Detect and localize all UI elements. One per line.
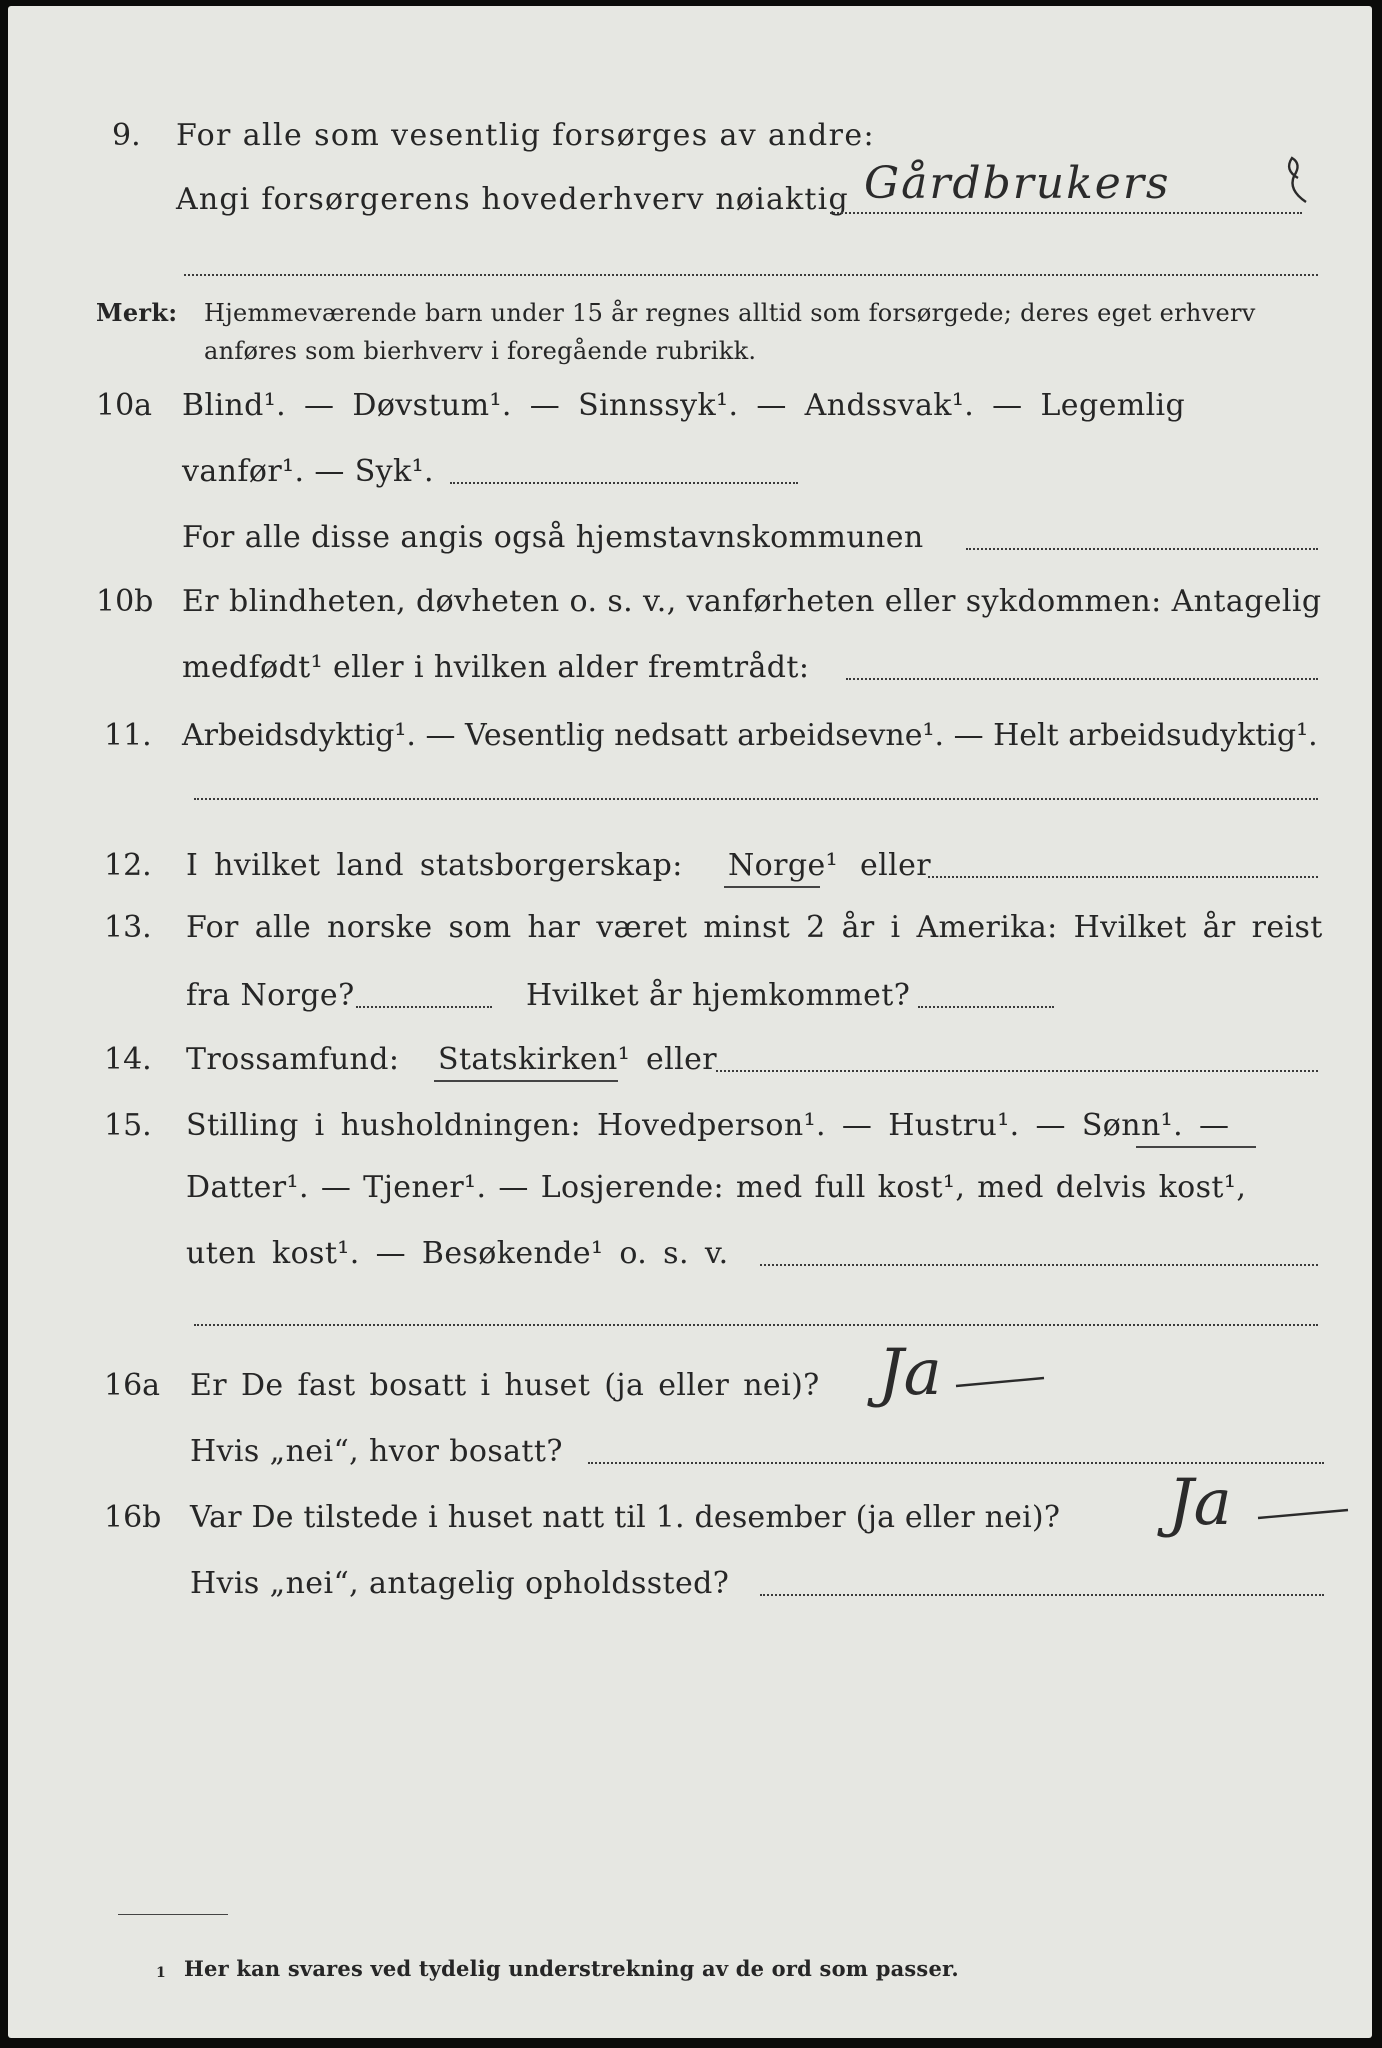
q9-line1: For alle som vesentlig forsørges av andre:	[176, 118, 876, 153]
q10a-line2: vanfør¹. — Syk¹.	[182, 454, 434, 489]
q12-post: eller	[860, 848, 932, 883]
q12-pre: I hvilket land statsborgerskap:	[186, 848, 683, 883]
q9-handwritten-answer: Gårdbrukers	[864, 158, 1171, 209]
q11-line1: Arbeidsdyktig¹. — Vesentlig nedsatt arbeidsevne¹. — Helt arbeidsudyktig¹.	[182, 718, 1318, 753]
q14-number: 14.	[104, 1042, 152, 1077]
q16a-number: 16a	[104, 1368, 161, 1403]
q15-line2: Datter¹. — Tjener¹. — Losjerende: med full kost¹, med delvis kost¹,	[186, 1170, 1247, 1205]
q9-line2: Angi forsørgerens hovederhverv nøiaktig	[176, 182, 849, 217]
census-form-page	[8, 6, 1372, 2038]
q13-line2b: Hvilket år hjemkommet?	[526, 978, 911, 1013]
q12-number: 12.	[104, 848, 152, 883]
q10a-line1: Blind¹. — Døvstum¹. — Sinnssyk¹. — Andssvak¹. — Legemlig	[182, 388, 1186, 423]
footnote-mark: 1	[156, 1965, 166, 1981]
q16b-line2: Hvis „nei“, antagelig opholdssted?	[190, 1566, 730, 1601]
q13-number: 13.	[104, 910, 152, 945]
q16a-line1: Er De fast bosatt i huset (ja eller nei)?	[190, 1368, 820, 1403]
merk-line2: anføres som bierhverv i foregående rubrikk.	[204, 337, 757, 365]
q10a-number: 10a	[96, 388, 153, 423]
q14-post: eller	[646, 1042, 718, 1077]
q13-line1: For alle norske som har været minst 2 år i Amerika: Hvilket år reist	[186, 910, 1323, 945]
q10a-line3: For alle disse angis også hjemstavnskommunen	[182, 520, 924, 555]
q16b-handwritten-answer: Ja	[1168, 1466, 1232, 1540]
q15-number: 15.	[104, 1108, 152, 1143]
q12-option-norge: Norge¹	[728, 848, 839, 883]
q16a-answer-dash	[956, 1378, 1044, 1386]
q15-line1: Stilling i husholdningen: Hovedperson¹. — Hustru¹. — Sønn¹. —	[186, 1108, 1230, 1143]
q14-option-statskirken: Statskirken¹	[438, 1042, 631, 1077]
q9-trailing-flourish	[1289, 158, 1306, 202]
q14-pre: Trossamfund:	[186, 1042, 400, 1077]
q11-number: 11.	[104, 718, 152, 753]
q16a-line2: Hvis „nei“, hvor bosatt?	[190, 1434, 563, 1469]
q10b-number: 10b	[96, 584, 154, 619]
footnote-text: Her kan svares ved tydelig understrekning av de ord som passer.	[184, 1956, 959, 1981]
handwriting-strokes	[8, 6, 1372, 2038]
q9-number: 9.	[112, 118, 141, 153]
merk-label: Merk:	[96, 298, 178, 327]
q13-line2a: fra Norge?	[186, 978, 355, 1013]
q10b-line2: medfødt¹ eller i hvilken alder fremtrådt:	[182, 650, 810, 685]
q16b-answer-dash	[1258, 1510, 1348, 1518]
q16b-line1: Var De tilstede i huset natt til 1. desember (ja eller nei)?	[190, 1500, 1061, 1535]
q15-line3: uten kost¹. — Besøkende¹ o. s. v.	[186, 1236, 729, 1271]
q16a-handwritten-answer: Ja	[878, 1336, 942, 1410]
merk-line1: Hjemmeværende barn under 15 år regnes alltid som forsørgede; deres eget erhverv	[204, 299, 1256, 327]
q10b-line1: Er blindheten, døvheten o. s. v., vanførheten eller sykdommen: Antagelig	[182, 584, 1322, 619]
q16b-number: 16b	[104, 1500, 162, 1535]
